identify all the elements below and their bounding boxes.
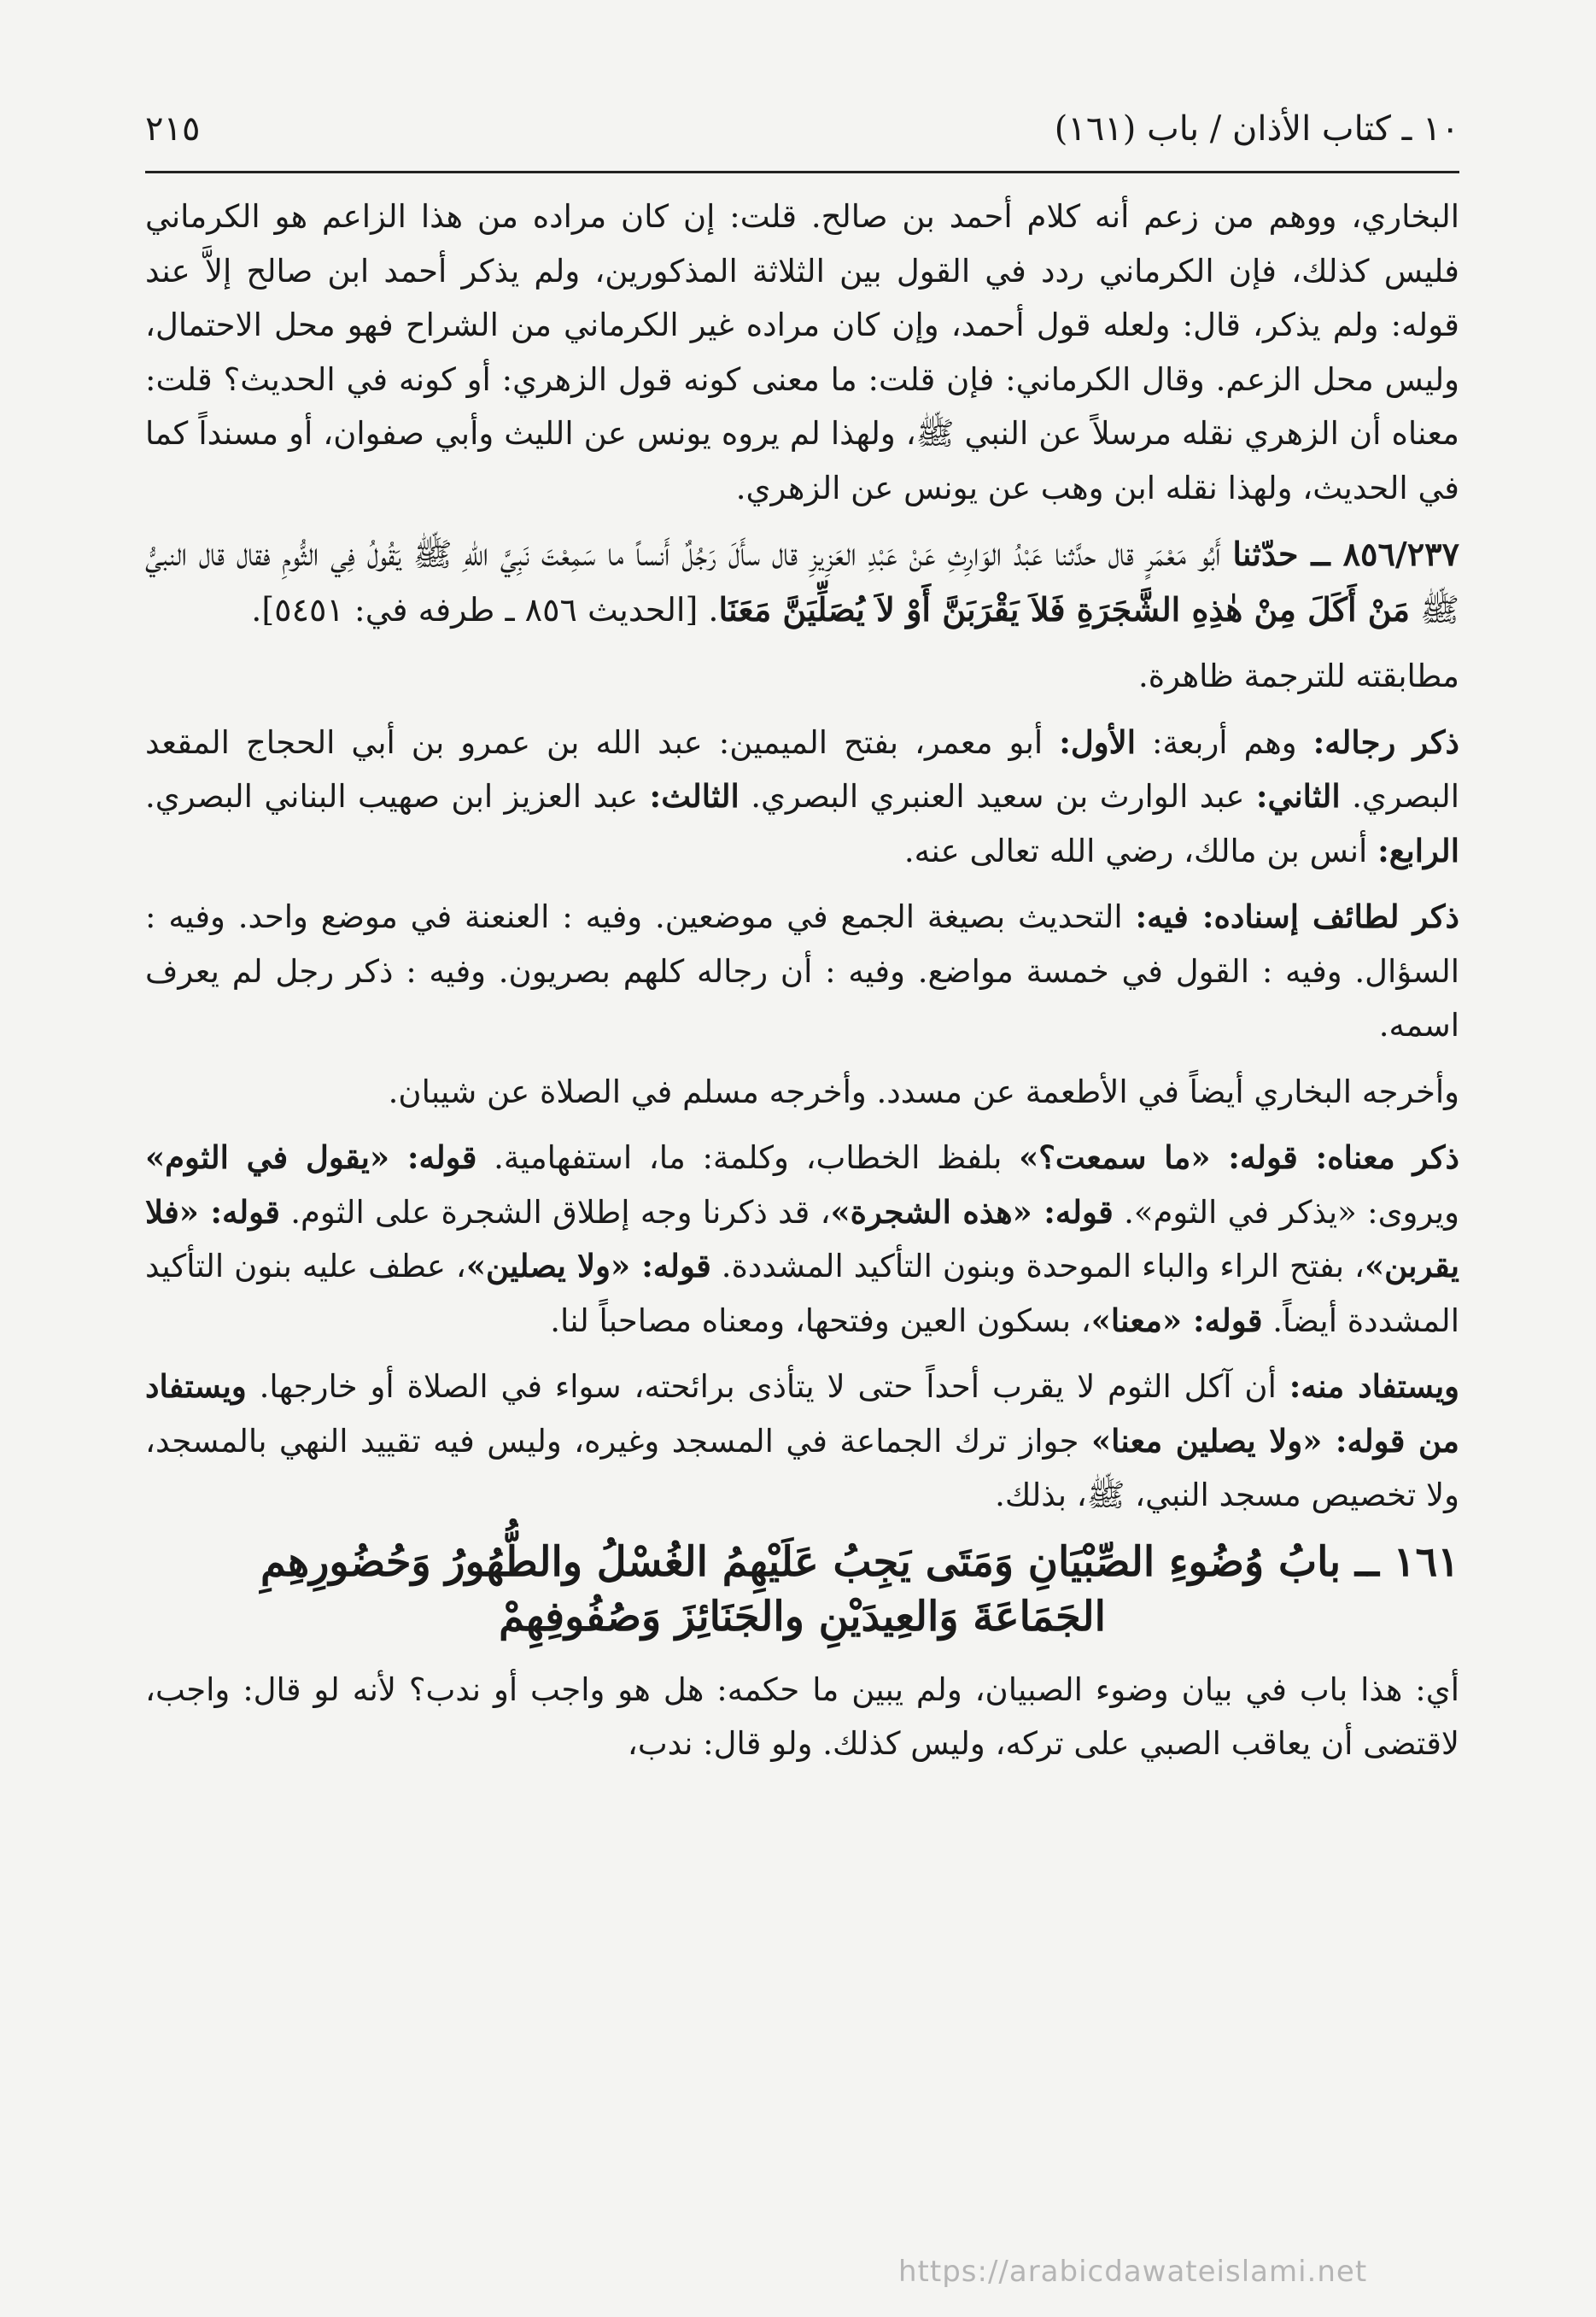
- hadith-number: ٨٥٦/٢٣٧ ــ حدّثنا: [1232, 535, 1459, 573]
- hadith-matn: مَنْ أَكَلَ مِنْ هٰذِهِ الشَّجَرَةِ فَلاَ يَقْرَبَنَّ أَوْ لاَ يُصَلِّيَنَّ مَعَنَا: [718, 589, 1411, 629]
- paragraph-takhrij: وأخرجه البخاري أيضاً في الأطعمة عن مسدد. وأخرجه مسلم في الصلاة عن شيبان.: [388, 1073, 1459, 1110]
- section-heading: ذكر لطائف إسناده:: [1201, 898, 1460, 935]
- page-body: [145, 190, 1459, 1778]
- header-rule: [145, 171, 1459, 173]
- paragraph-isnad-notes: ذكر لطائف إسناده: فيه: التحديث بصيغة الجمع في موضعين. وفيه : العنعنة في موضع واحد. وفيه : السؤال. وفيه : القول في خمسة مواضع. وفيه : أن رجاله كلهم بصريون. وفيه : ذكر رجل لم يعرف اسمه.: [145, 898, 1460, 1044]
- hadith-reference: . [الحديث ٨٥٦ ـ طرفه في: ٥٤٥١].: [251, 590, 719, 629]
- page-header: [145, 109, 1459, 161]
- hadith-paragraph: [145, 527, 1459, 637]
- chapter-heading-line2: الجَمَاعَةَ وَالعِيدَيْنِ والجَنَائِزَ وَصُفُوفِهِمْ: [499, 1592, 1106, 1641]
- section-heading: ذكر معناه: قوله: «ما سمعت؟»: [1019, 1138, 1459, 1176]
- page-number: ٢١٥: [145, 109, 201, 149]
- chapter-heading-line1: ١٦١ ــ بابُ وُضُوءِ الصِّبْيَانِ وَمَتَى يَجِبُ عَلَيْهِمُ الغُسْلُ والطُّهُورُ وَحُضُورِهِمِ: [260, 1537, 1459, 1586]
- chapter-heading: [145, 1535, 1459, 1644]
- section-heading: ويستفاد منه:: [1289, 1367, 1459, 1405]
- section-heading: ذكر رجاله:: [1312, 723, 1459, 761]
- paragraph-meaning: ذكر معناه: قوله: «ما سمعت؟» بلفظ الخطاب، وكلمة: ما، استفهامية. قوله: «يقول في الثوم» ويروى: «يذكر في الثوم». قوله: «هذه الشجرة»، قد ذكرنا وجه إطلاق الشجرة على الثوم. قوله: «فلا يقربن»، بفتح الراء والباء الموحدة وبنون التأكيد المشددة. قوله: «ولا يصلين»، عطف عليه بنون التأكيد المشددة أيضاً. قوله: «معنا»، بسكون العين وفتحها، ومعناه مصاحباً لنا.: [145, 1138, 1459, 1339]
- watermark-url: https://arabicdawateislami.net: [898, 2255, 1368, 2289]
- paragraph-commentary: البخاري، ووهم من زعم أنه كلام أحمد بن صالح. قلت: إن كان مراده من هذا الزاعم هو الكرماني فليس كذلك، فإن الكرماني ردد في القول بين الثلاثة المذكورين، ولم يذكر أحمد ابن صالح إلاَّ عند قوله: ولم يذكر، قال: ولعله قول أحمد، وإن كان مراده غير الكرماني من الشراح فهو محل الاحتمال، وليس محل الزعم. وقال الكرماني: فإن قلت: ما معنى كونه قول الزهري: أو كونه في الحديث؟ قلت: معناه أن الزهري نقله مرسلاً عن النبي ﷺ، ولهذا لم يروه يونس عن الليث وأبي صفوان، أو مسنداً كما في الحديث، ولهذا نقله ابن وهب عن يونس عن الزهري.: [145, 198, 1459, 506]
- paragraph-conformity: مطابقته للترجمة ظاهرة.: [1138, 658, 1459, 694]
- paragraph-narrators: ذكر رجاله: وهم أربعة: الأول: أبو معمر، بفتح الميمين: عبد الله بن عمرو بن أبي الحجاج المقعد البصري. الثاني: عبد الوارث بن سعيد العنبري البصري. الثالث: عبد العزيز ابن صهيب البناني البصري. الرابع: أنس بن مالك، رضي الله تعالى عنه.: [145, 723, 1460, 869]
- running-title: ١٠ ـ كتاب الأذان / باب (١٦١): [1054, 109, 1459, 149]
- paragraph-chapter-commentary: أي: هذا باب في بيان وضوء الصبيان، ولم يبين ما حكمه: هل هو واجب أو ندب؟ لأنه لو قال: واجب، لاقتضى أن يعاقب الصبي على تركه، وليس كذلك. ولو قال: ندب،: [145, 1670, 1459, 1762]
- hadith-isnad: أَبُو مَعْمَرٍ قال حدَّثنا عَبْدُ الوَارِثِ عَنْ عَبْدِ العَزِيزِ قال سأَلَ رَجُلٌ أَنساً ما سَمِعْتَ نَبِيَّ اللهِ ﷺ يَقُولُ فِي الثُّومِ فقال قال النبيُّ ﷺ: [145, 535, 1459, 629]
- paragraph-benefits: ويستفاد منه: أن آكل الثوم لا يقرب أحداً حتى لا يتأذى برائحته، سواء في الصلاة أو خارجها. ويستفاد من قوله: «ولا يصلين معنا» جواز ترك الجماعة في المسجد وغيره، وليس فيه تقييد النهي بالمسجد، ولا تخصيص مسجد النبي، ﷺ، بذلك.: [145, 1367, 1459, 1513]
